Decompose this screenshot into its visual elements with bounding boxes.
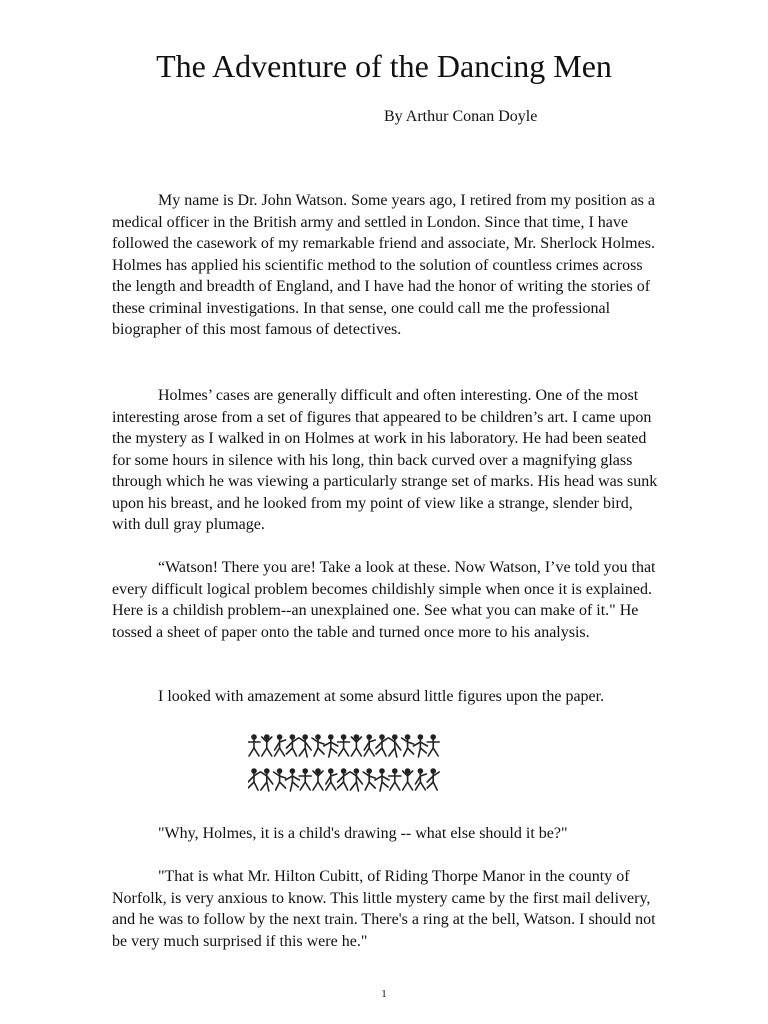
dancing-man-glyph [389, 735, 401, 757]
dancing-man-glyph [299, 769, 311, 790]
dancing-man-glyph [274, 769, 286, 790]
dancing-man-glyph [338, 769, 350, 790]
dancing-man-glyph [402, 735, 414, 756]
dancing-men-drawing [248, 728, 448, 804]
dancing-man-glyph [363, 769, 375, 790]
dancing-man-glyph [248, 769, 260, 790]
dancing-man-glyph [312, 735, 324, 756]
paragraph: I looked with amazement at some absurd little figures upon the paper. [158, 688, 605, 705]
dancing-man-glyph [427, 735, 439, 756]
paragraph: "That is what Mr. Hilton Cubitt, of Riding Thorpe Manor in the county of Norfolk, is very anxious to know. This little mystery came by the first mail delivery, and he was to follow by the next train. There's a ring at the bell, Watson. I should not be very much surprised if this were he." [112, 868, 656, 950]
author-byline: By Arthur Conan Doyle [384, 108, 538, 125]
paragraph: "Why, Holmes, it is a child's drawing -- what else should it be?" [158, 825, 568, 842]
page-number: 1 [381, 988, 387, 1000]
dancing-man-glyph [324, 735, 338, 757]
dancing-man-glyph [364, 735, 375, 756]
dancing-man-glyph [326, 769, 337, 790]
dancing-man-glyph [413, 735, 427, 757]
paragraph: My name is Dr. John Watson. Some years ago, I retired from my position as a medical officer in the British army and settled in London. Since that time, I have followed the casework of my remarkable friend and associate, Mr. Sherlock Holmes. Holmes has applied his scientific method to the solution of countless crimes across the length and breadth of England, and I have had the honor of writing the stories of these criminal investigations. In that sense, one could call me the professional biographer of this most famous of detectives. [112, 192, 655, 338]
dancing-man-glyph [299, 735, 311, 757]
dancing-man-glyph [376, 735, 388, 756]
dancing-man-glyph [313, 769, 323, 790]
dancing-man-glyph [350, 769, 362, 791]
dancing-man-glyph [427, 769, 439, 790]
dancing-man-glyph [262, 735, 272, 756]
dancing-man-glyph [286, 735, 298, 756]
dancing-man-glyph [351, 735, 361, 756]
dancing-man-glyph [403, 769, 413, 790]
dancing-man-glyph [248, 735, 260, 756]
document-title: The Adventure of the Dancing Men [156, 48, 612, 84]
dancing-man-glyph [375, 769, 389, 791]
dancing-man-glyph [285, 769, 299, 791]
dancing-man-glyph [338, 735, 350, 756]
paragraph: Holmes’ cases are generally difficult and often interesting. One of the most interesting arose from a set of figures that appeared to be children’s art. I came upon the mystery as I walked in on Holmes at work in his laboratory. He had been seated for some hours in silence with his long, thin back curved over a magnifying glass through which he was viewing a particularly strange set of marks. His head was sunk upon his breast, and he looked from my point of view like a strange, slender bird, with dull gray plumage. [112, 387, 658, 533]
dancing-man-glyph [389, 769, 401, 790]
dancing-man-glyph [415, 769, 426, 790]
paragraph: “Watson! There you are! Take a look at these. Now Watson, I’ve told you that every difficult logical problem becomes childishly simple when once it is explained. Here is a childish problem--an unexplained one. See what you can make of it." He tossed a sheet of paper onto the table and turned once more to his analysis. [112, 559, 656, 641]
dancing-man-glyph [261, 769, 273, 791]
dancing-man-glyph [275, 735, 286, 756]
dancing-men-figure [248, 728, 448, 804]
